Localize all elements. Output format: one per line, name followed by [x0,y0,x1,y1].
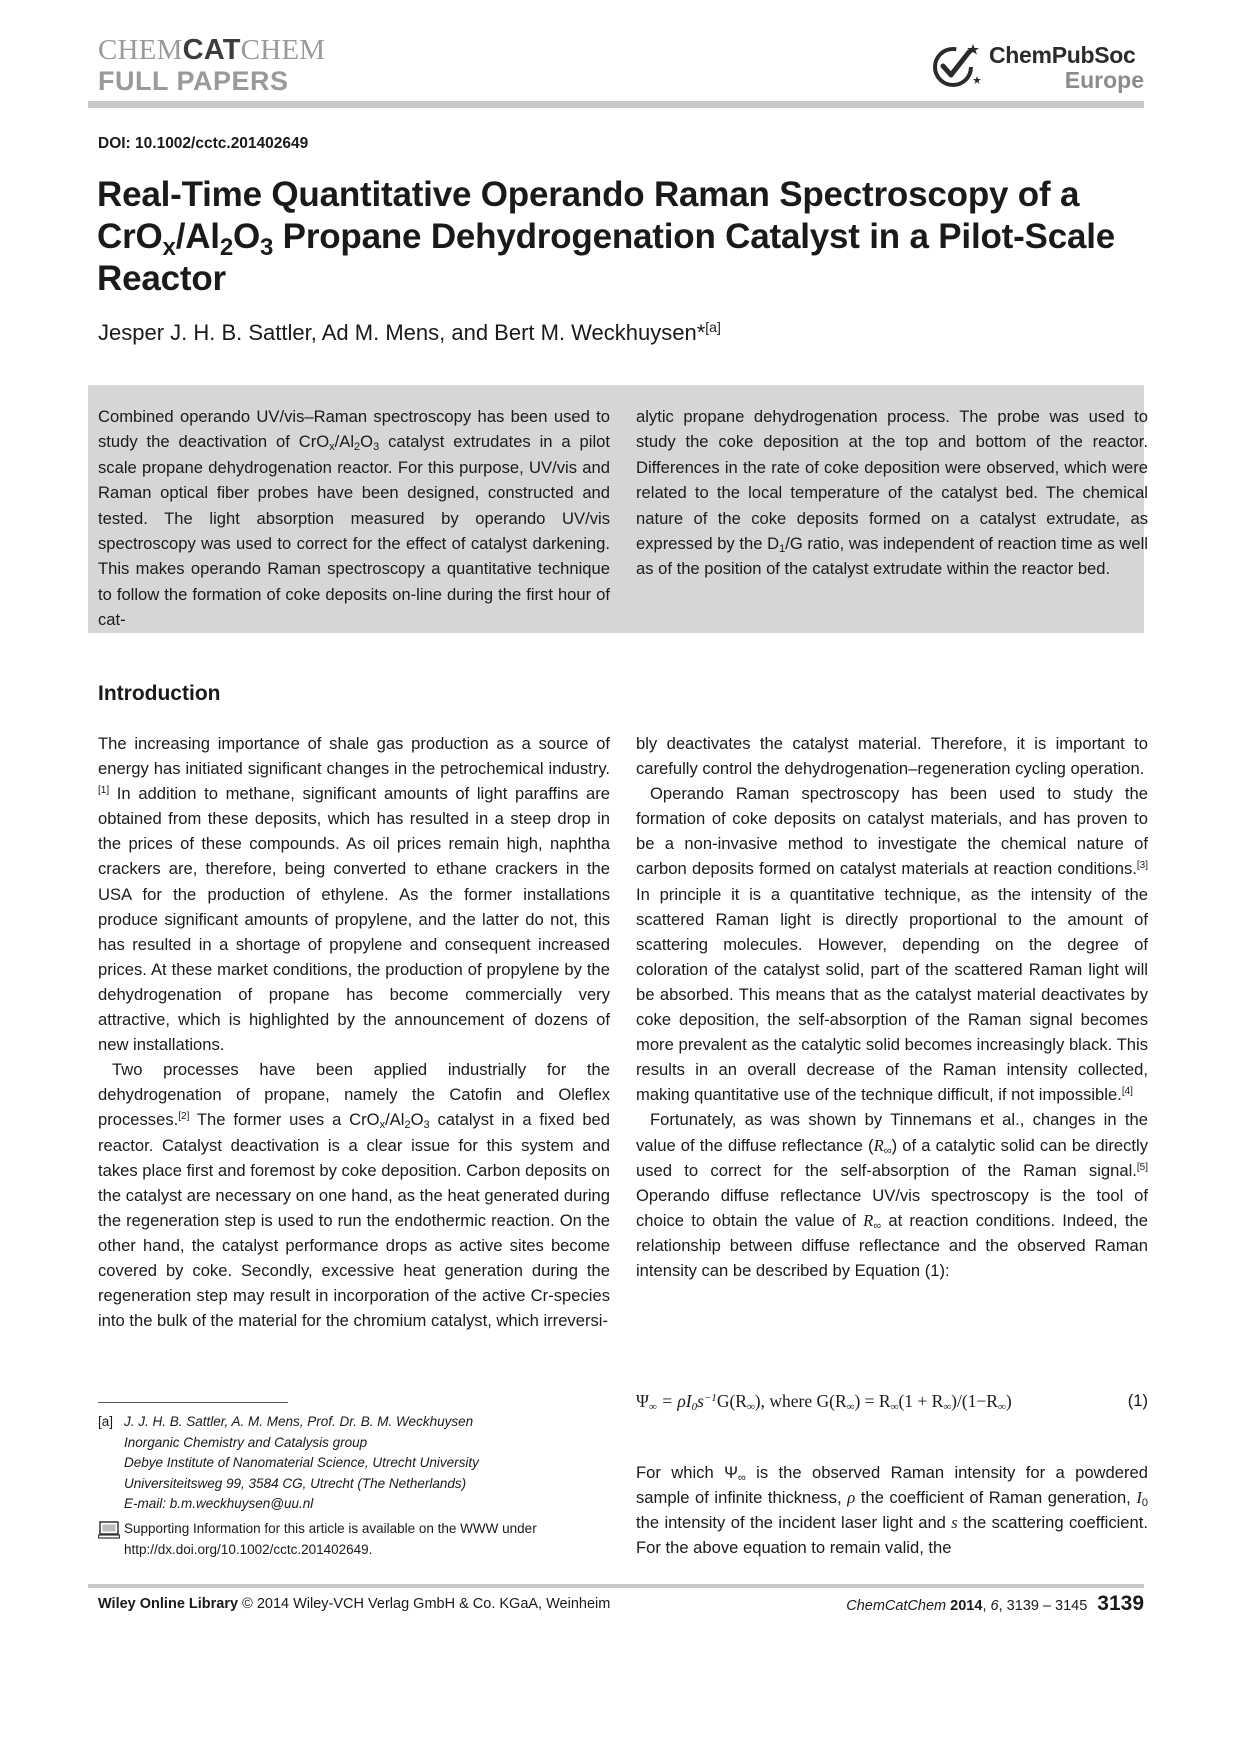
abstract-column-right [636,404,1148,582]
paragraph-text: /Al [385,1110,405,1130]
paragraph-text: In principle it is a quantitative technique, as the intensity of the scattered Raman light is directly proportional to the amount of scattering molecules. However, depending on the degree of coloration of the catalyst solid, part of the scattered Raman light will be absorbed. This means that as the catalyst material deactivates by coke deposition, the self-absorption of the Raman signal becomes more prevalent as the catalytic solid becomes increasingly black. This results in an overall decrease of the Raman intensity collected, making quantitative use of the technique difficult, if not impossible. [636,884,1148,1105]
authors [98,320,721,346]
math-text: (1 + R [898,1391,944,1411]
affiliation-mark: [a] [705,319,721,335]
paragraph-text: The increasing importance of shale gas production as a source of energy has initiated significant changes in the petrochemical industry. [98,734,610,779]
page-number: 3139 [1097,1592,1144,1615]
math-symbol: R [863,1210,874,1230]
abstract-text: O [360,432,374,452]
body-column-left [98,731,610,1333]
math-subscript: ∞ [873,1219,882,1232]
affiliation-line: Debye Institute of Nanomaterial Science, Utrecht University [124,1455,479,1470]
section-type: FULL PAPERS [98,66,289,96]
math-text: = ρI [656,1391,692,1411]
paragraph-text: at reaction conditions. Indeed, the relationship between diffuse reflectance and the observed Raman intensity can be described by Equation (1): [636,1210,1148,1280]
publisher-emblem-icon [929,40,983,94]
footnote-rule [98,1402,288,1403]
math-subscript: ∞ [890,1401,899,1413]
paragraph: bly deactivates the catalyst material. Therefore, it is important to carefully control the dehydrogenation–regeneration cycling operation. [636,734,1148,779]
affiliation-line: Universiteitsweg 99, 3584 CG, Utrecht (The Netherlands) [124,1475,467,1491]
footer-year: 2014 [950,1598,983,1614]
math-text: ) = R [854,1391,891,1411]
math-superscript: −1 [703,1392,717,1404]
publisher-name: ChemPubSoc [989,42,1136,68]
title-text: O [232,217,260,256]
equation-1 [636,1391,1148,1417]
abstract-text: /Al [334,432,355,452]
title-text: Propane Dehydrogenation Catalyst in a Pilot-Scale Reactor [97,217,1116,298]
header-rule [88,101,1144,108]
subscript: x [379,1119,386,1132]
math-subscript: ∞ [648,1401,657,1413]
subscript: 3 [423,1119,430,1132]
math-subscript: ∞ [846,1401,855,1413]
publisher-logo [929,40,1144,96]
journal-logo-left: CHEM [98,34,183,66]
author-list: Jesper J. H. B. Sattler, Ad M. Mens, and Bert M. Weckhuysen* [98,320,706,345]
math-subscript: ∞ [943,1401,952,1413]
abstract-subscript: 3 [373,441,380,454]
math-symbol: Ψ [636,1391,649,1411]
doi[interactable]: DOI: 10.1002/cctc.201402649 [98,135,309,152]
abstract-subscript: 1 [779,543,786,556]
affiliation-email[interactable]: E-mail: b.m.weckhuysen@uu.nl [124,1496,314,1511]
supporting-info-text[interactable]: Supporting Information for this article is available on the WWW under http://dx.doi.org/10.1002/cctc.201402649. [124,1521,537,1557]
abstract-column-left [98,404,610,633]
affiliation-line: J. J. H. B. Sattler, A. M. Mens, Prof. Dr. B. M. Weckhuysen [124,1414,474,1429]
publisher-sub: Europe [1064,67,1144,93]
paragraph-text: For which [636,1463,725,1482]
citation-ref[interactable]: [2] [178,1111,190,1123]
math-symbol: ρ [847,1488,856,1508]
abstract-text: Combined operando UV/vis–Raman spectroscopy has been used to study the deactivation of CrO [98,407,610,452]
title-text: /Al [175,217,220,256]
citation-ref[interactable]: [4] [1121,1086,1133,1098]
math-subscript: ∞ [737,1472,746,1484]
abstract-text: alytic propane dehydrogenation process. The probe was used to study the coke deposition at the top and bottom of the reactor. Differences in the rate of coke deposition were observed, which were related to the local temperature of the catalyst bed. The chemical nature of the coke deposits formed on a catalyst extrudate, as expressed by the D [636,407,1148,554]
paragraph-text: the intensity of the incident laser light and [636,1513,952,1533]
footer-rule [88,1584,1144,1588]
paragraph-text: Operando diffuse reflectance UV/vis spectroscopy is the tool of choice to obtain the value of [636,1185,1148,1230]
math-text: )/(1−R [951,1391,998,1411]
citation-ref[interactable]: [5] [1136,1161,1148,1173]
paragraph-text: is the observed Raman intensity for a powdered sample of infinite thickness, [636,1463,1148,1508]
paragraph-text: the scattering coefficient. For the above equation to remain valid, the [636,1513,1148,1558]
journal-logo-right: CHEM [240,34,326,66]
abstract-subscript: 2 [354,441,361,454]
math-symbol: s [951,1513,958,1533]
paragraph-text: ) of a catalytic solid can be directly used to correct for the self-absorption of the Raman signal. [636,1135,1148,1180]
footer-volume: 6 [990,1598,999,1614]
footer-pages: 3139 – 3145 [1006,1598,1088,1614]
abstract-subscript: x [329,441,335,454]
title-text: Real-Time Quantitative Operando Raman Spectroscopy of a CrO [97,175,1080,256]
computer-icon [98,1521,120,1539]
math-text: ), where G(R [754,1391,847,1411]
math-subscript: 0 [691,1401,698,1413]
abstract [88,385,1148,633]
body-column-right [636,731,1148,1283]
paragraph [636,1107,1148,1283]
math-subscript: ∞ [746,1401,755,1413]
paragraph-text: In addition to methane, significant amounts of light paraffins are obtained from these deposits, which has resulted in a steep drop in the prices of these compounds. As oil prices remain high, naphtha crackers are, therefore, being converted to ethane crackers in the USA for the production of ethylene. As the former installations produce significant amounts of propylene, and the latter do not, this has resulted in a shortage of propylene and consequent increased prices. At these market conditions, the production of propylene by the dehydrogenation of propane has become commercially very attractive, which is highlighted by the announcement of dozens of new installations. [98,784,610,1055]
affiliation-lines [124,1412,479,1515]
paragraph-text: Fortunately, as was shown by Tinnemans et al., changes in the value of the diffuse reflectance ( [636,1110,1148,1155]
paragraph [98,731,610,1057]
equation-number: (1) [1127,1391,1148,1410]
copyright: © 2014 Wiley-VCH Verlag GmbH & Co. KGaA, Weinheim [238,1596,611,1612]
subscript: 2 [404,1119,411,1132]
affiliation-line: Inorganic Chemistry and Catalysis group [124,1434,368,1450]
footer-left [98,1596,610,1612]
math-subscript: ∞ [883,1144,892,1157]
math-text: ) [1005,1391,1012,1411]
paragraph-text: Operando Raman spectroscopy has been used to study the formation of coke deposits on catalyst materials, and has proven to be a non-invasive method to investigate the chemical nature of carbon deposits formed on catalyst materials at reaction conditions. [636,784,1148,879]
paragraph [636,781,1148,1107]
footer-citation: ChemCatChem 2014, 6, 3139 – 3145 3139 [846,1592,1144,1615]
math-symbol: I [1136,1488,1142,1508]
math-subscript: 0 [1141,1497,1148,1510]
section-heading-introduction: Introduction [98,682,221,705]
title-subscript: 2 [219,234,233,261]
paragraph [636,1460,1148,1560]
math-text: G(R [716,1391,747,1411]
title-subscript: 3 [260,234,274,261]
paragraph-text: O [410,1110,424,1130]
abstract-text: /G ratio, was independent of reaction time as well as of the position of the catalyst extrudate within the reactor bed. [636,534,1148,579]
paragraph-text: catalyst in a fixed bed reactor. Catalyst deactivation is a clear issue for this system and takes place first and foremost by coke deposition. Carbon deposits on the catalyst are necessary on one hand, as the heat generated during the regeneration step is used to run the endothermic reaction. On the other hand, the catalyst performance drops as active sites become covered by coke. Secondly, excessive heat generation during the regeneration step may result in incorporation of the active Cr-species into the bulk of the material for the chromium catalyst, which irreversi- [98,1110,610,1331]
wiley-online-library-link[interactable]: Wiley Online Library [98,1596,239,1612]
article-title [97,174,1157,300]
equation-body [636,1391,1012,1412]
affiliation-label: [a] [98,1414,114,1429]
journal-logo [98,36,325,65]
footer-journal: ChemCatChem [846,1598,947,1614]
math-symbol: s [697,1391,704,1411]
paragraph-text: The former uses a CrO [189,1110,380,1130]
paragraph [98,1057,610,1333]
title-subscript: x [162,234,176,261]
math-subscript: ∞ [997,1401,1006,1413]
abstract-text: catalyst extrudates in a pilot scale propane dehydrogenation reactor. For this purpose, UV/vis and Raman optical fiber probes have been designed, constructed and tested. The light absorption measured by operando UV/vis spectroscopy was used to correct for the effect of catalyst darkening. This makes operando Raman spectroscopy a quantitative technique to follow the formation of coke deposits on-line during the first hour of cat- [98,432,610,630]
math-symbol: Ψ [724,1463,738,1482]
paragraph-text: Two processes have been applied industrially for the dehydrogenation of propane, namely the Catofin and Oleflex processes. [98,1060,610,1130]
paragraph-text: the coefficient of Raman generation, [855,1488,1137,1508]
citation-ref[interactable]: [1] [98,785,110,797]
journal-logo-mid: CAT [182,34,241,66]
math-symbol: R [873,1135,884,1155]
citation-ref[interactable]: [3] [1136,860,1148,872]
